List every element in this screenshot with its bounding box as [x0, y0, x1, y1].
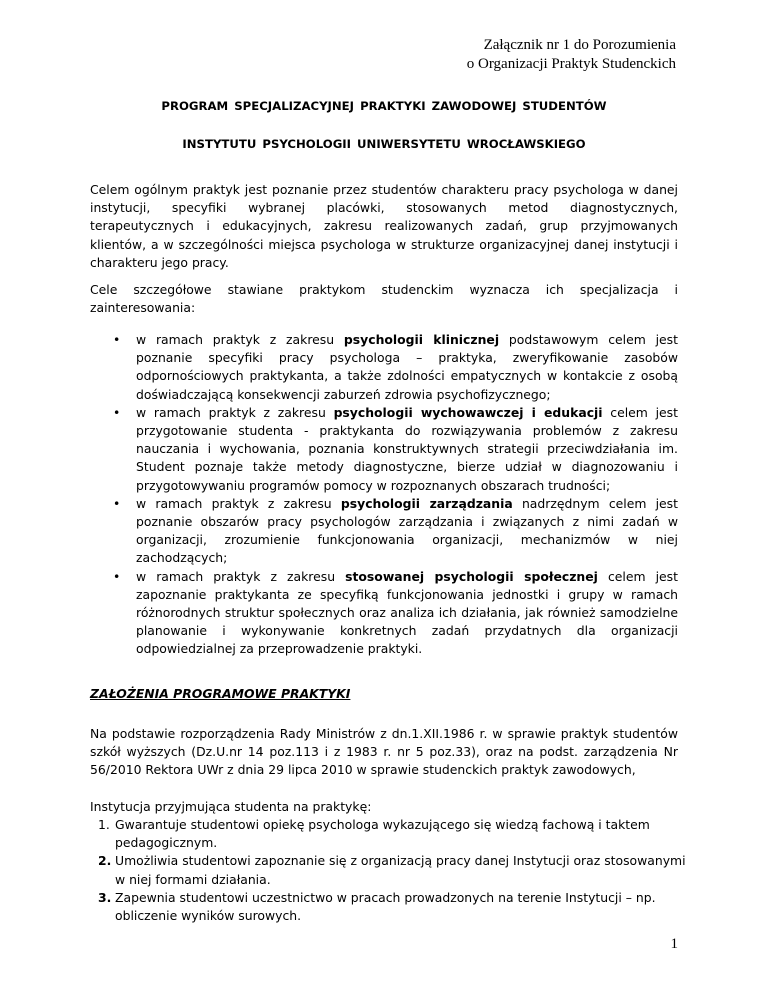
section-heading: ZAŁOŻENIA PROGRAMOWE PRAKTYKI: [90, 686, 351, 701]
item-text: Umożliwia studentowi zapoznanie się z organizacją pracy danej Instytucji oraz stosowanymi w niej formami działania.: [115, 853, 686, 887]
bullet-text-prefix: w ramach praktyk z zakresu: [136, 568, 346, 584]
list-item: [90, 404, 678, 495]
bullet-icon: •: [113, 495, 121, 511]
specialization-goals-list: [90, 331, 678, 659]
list-item: [90, 816, 690, 852]
bullet-text-prefix: w ramach praktyk z zakresu: [136, 332, 344, 347]
item-text: Zapewnia studentowi uczestnictwo w pracach prowadzonych na terenie Instytucji – np. obliczenie wyników surowych.: [115, 889, 656, 924]
bullet-text-emphasis: psychologii klinicznej: [343, 332, 500, 347]
bullet-icon: •: [113, 404, 121, 420]
page-number: 1: [670, 936, 678, 952]
intro-paragraph: Celem ogólnym praktyk jest poznanie przez studentów charakteru pracy psychologa w danej instytucji, specyfiki wybranej placówki, stosowanych metod diagnostycznych, terapeutycznych i edukacyjnych, zakresu realizowanych zadań, grup przyjmowanych klientów, a w szczególności miejsca psychologa w strukturze organizacyjnej danej instytucji i charakteru jego pracy.: [90, 182, 678, 270]
list-item: [90, 852, 690, 888]
bullet-text-rest: celem jest przygotowanie studenta - praktykanta do rozwiązywania problemów z zakresu nauczania i wychowania, poznania konstruktywnych strategii przeciwdziałania im. Student poznaje także metody diagnostyczne, bierze udział w diagnozowaniu i przygotowywaniu programów pomocy w rozpoznanych obszarach trudności;: [136, 404, 678, 493]
annex-note-line-1: Załącznik nr 1 do Porozumienia: [483, 37, 676, 53]
bullet-text-emphasis: stosowanej psychologii społecznej: [345, 568, 598, 584]
legal-basis-paragraph: Na podstawie rozporządzenia Rady Ministrów z dn.1.XII.1986 r. w sprawie praktyk studentów szkół wyższych (Dz.U.nr 14 poz.113 i z 1983 r. nr 5 poz.33), oraz na podst. zarządzenia Nr 56/2010 Rektora UWr z dnia 29 lipca 2010 w sprawie studenckich praktyk zawodowych,: [90, 726, 678, 778]
list-item: [90, 568, 678, 659]
annex-note: [467, 36, 676, 74]
bullet-text-emphasis: psychologii wychowawczej i edukacji: [333, 404, 603, 420]
bullet-text-rest: celem jest zapoznanie praktykanta ze specyfiką funkcjonowania jednostki i grupy w ramach różnorodnych struktur społecznych oraz analiza ich działania, jak również samodzielne planowanie i wykonywanie konkretnych zadań przydatnych dla organizacji odpowiedzialnej za przeprowadzenie praktyki.: [136, 568, 678, 657]
specific-goals-intro: Cele szczegółowe stawiane praktykom studenckim wyznacza ich specjalizacja i zainteresowania:: [90, 282, 678, 316]
document-title-line-2: INSTYTUTU PSYCHOLOGII UNIWERSYTETU WROCŁAWSKIEGO: [182, 137, 586, 151]
institution-intro: Instytucja przyjmująca studenta na praktykę:: [90, 799, 372, 814]
item-number: 1.: [98, 817, 110, 832]
bullet-text-prefix: w ramach praktyk z zakresu: [136, 495, 341, 511]
bullet-text-rest: podstawowym celem jest poznanie specyfiki pracy psychologa – praktyka, zweryfikowanie zasobów odpornościowych praktykanta, a także zdolności empatycznych w kontakcie z osobą doświadczającą konsekwencji zaburzeń zdrowia psychofizycznego;: [136, 332, 678, 402]
bullet-text-prefix: w ramach praktyk z zakresu: [136, 404, 334, 420]
item-number: 3.: [98, 889, 112, 905]
list-item: [90, 331, 678, 404]
bullet-icon: •: [113, 332, 121, 347]
annex-note-line-2: o Organizacji Praktyk Studenckich: [466, 56, 676, 72]
bullet-text-emphasis: psychologii zarządzania: [340, 495, 513, 511]
item-text: Gwarantuje studentowi opiekę psychologa wykazującego się wiedzą fachową i taktem pedagogicznym.: [115, 817, 650, 851]
list-item: [90, 495, 678, 568]
bullet-text-rest: nadrzędnym celem jest poznanie obszarów pracy psychologów zarządzania i związanych z nimi zadań w organizacji, zrozumienie funkcjonowania organizacji, mechanizmów w niej zachodzących;: [136, 495, 678, 566]
item-number: 2.: [98, 853, 112, 869]
list-item: [90, 889, 690, 925]
document-title-line-1: PROGRAM SPECJALIZACYJNEJ PRAKTYKI ZAWODOWEJ STUDENTÓW: [161, 99, 607, 113]
bullet-icon: •: [113, 568, 121, 584]
institution-obligations-list: [90, 816, 690, 925]
